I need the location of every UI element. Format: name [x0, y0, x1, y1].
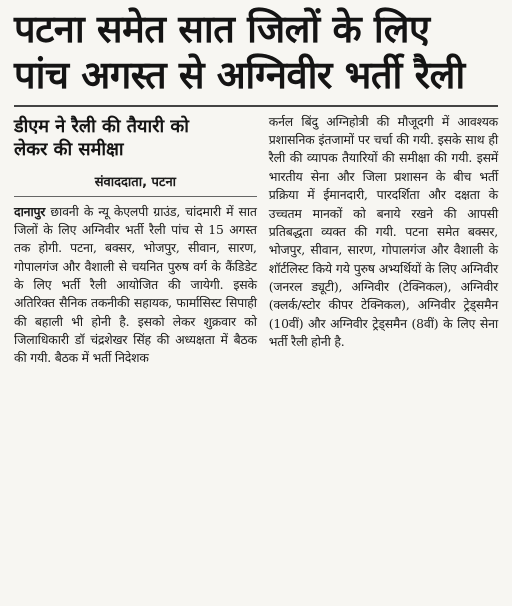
dateline: दानापुर [14, 203, 46, 219]
headline-divider [14, 105, 498, 107]
body-text-right: कर्नल बिंदु अग्निहोत्री की मौजूदगी में आवश्यक प्रशासनिक इंतजामों पर चर्चा की गयी. इसके साथ ही रैली की व्यापक तैयारियों की समीक्षा की गयी. इसमें भारतीय सेना और जिला प्रशासन के बीच भर्ती प्रक्रिया में ईमानदारी, पारदर्शिता और दक्षता के उच्चतम मानकों को बनाये रखने की आपसी प्रतिबद्धता व्यक्त की गयी. पटना समेत बक्सर, भोजपुर, सीवान, सारण, गोपालगंज और वैशाली के शॉर्टलिस्ट किये गये पुरुष अभ्यर्थियों के लिए अग्निवीर (जनरल ड्यूटी), अग्निवीर (टेक्निकल), अग्निवीर (क्लर्क/स्टोर कीपर टेक्निकल), अग्निवीर ट्रेड्समैन (10वीं) और अग्निवीर ट्रेड्समैन (8वीं) के लिए सेना भर्ती रैली होनी है. [268, 113, 498, 350]
subheadline-line-1: डीएम ने रैली की तैयारी को [14, 115, 189, 137]
subheadline-line-2: लेकर की समीक्षा [14, 139, 124, 161]
body-text-left: छावनी के न्यू केएलपी ग्राउंड, चांदमारी में सात जिलों के लिए अग्निवीर भर्ती रैली पांच से 15 अगस्त तक होगी. पटना, बक्सर, भोजपुर, सीवान, सारण, गोपालगंज और वैशाली से चयनित पुरुष वर्ग के कैंडिडेट के लिए भर्ती रैली आयोजित की जायेगी. इसके अतिरिक्त सैनिक तकनीकी सहायक, फार्मासिस्ट सिपाही की बहाली भी होनी है. इसको लेकर शुक्रवार को जिलाधिकारी डॉ चंद्रशेखर सिंह की अध्यक्षता में बैठक की गयी. बैठक में भर्ती निदेशक [14, 203, 257, 366]
byline: संवाददाता, पटना [94, 174, 177, 190]
headline-line-1: पटना समेत सात जिलों के लिए [14, 7, 430, 51]
article-columns [14, 113, 498, 368]
headline-line-2: पांच अगस्त से अग्निवीर भर्ती रैली [14, 53, 465, 98]
byline-divider [14, 196, 257, 197]
subheadline [14, 115, 257, 162]
headline [14, 6, 498, 99]
right-column [269, 113, 498, 368]
body-paragraph-left [14, 203, 257, 368]
left-column [14, 113, 257, 368]
body-paragraph-right [269, 113, 498, 352]
